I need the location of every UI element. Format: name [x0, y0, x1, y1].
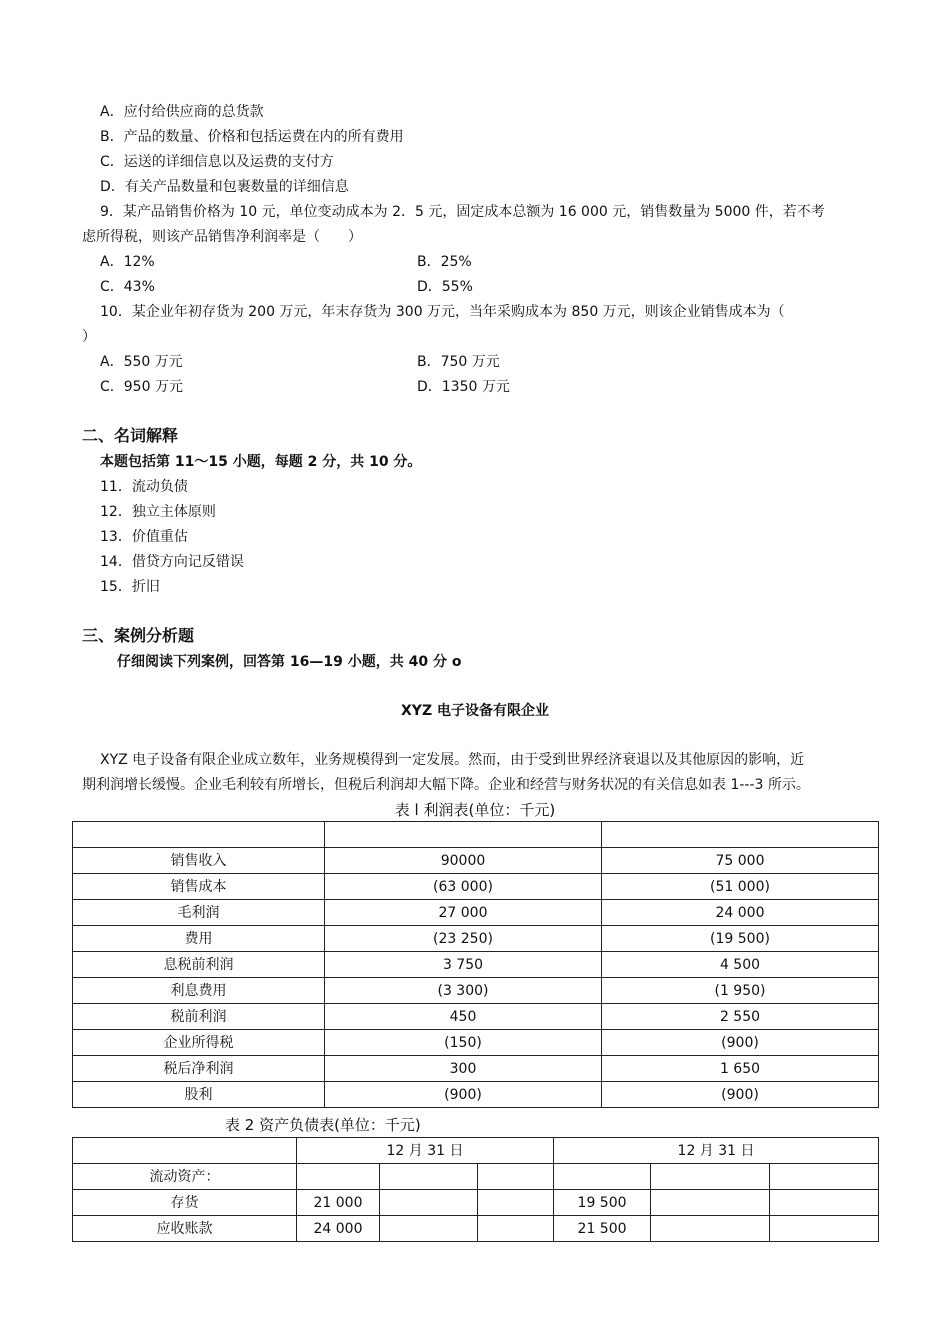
table-row: 流动资产： [73, 1164, 879, 1190]
q10-stem-line1: 10．某企业年初存货为 200 万元，年末存货为 300 万元，当年采购成本为 850 万元，则该企业销售成本为（ [100, 304, 785, 320]
table-row: 股利 (900) (900) [73, 1082, 879, 1108]
q10-option-d: D．1350 万元 [417, 379, 510, 395]
table-row: 税后净利润 300 1 650 [73, 1056, 879, 1082]
term-item: 14．借贷方向记反错误 [100, 554, 244, 570]
q10-option-a: A．550 万元 [100, 354, 183, 370]
q9-stem-line1: 9．某产品销售价格为 10 元，单位变动成本为 2．5 元，固定成本总额为 16 000 元，销售数量为 5000 件，若不考 [100, 204, 825, 220]
table-row: 息税前利润 3 750 4 500 [73, 952, 879, 978]
section2-title: 二、名词解释 [82, 426, 179, 445]
section2-instruction: 本题包括第 11～15 小题，每题 2 分，共 10 分。 [100, 454, 422, 470]
table-row: 毛利润 27 000 24 000 [73, 900, 879, 926]
income-statement-table [72, 821, 879, 1108]
table1-caption: 表 l 利润表(单位：千元) [394, 801, 556, 819]
term-item: 15．折旧 [100, 579, 160, 595]
q10-stem-line2: ） [82, 329, 96, 345]
table-row: 税前利润 450 2 550 [73, 1004, 879, 1030]
q8-option-d: D．有关产品数量和包裹数量的详细信息 [100, 179, 349, 195]
q9-option-b: B．25% [417, 254, 472, 270]
q8-option-c: C．运送的详细信息以及运费的支付方 [100, 154, 334, 170]
table-row: 销售收入 90000 75 000 [73, 848, 879, 874]
q9-option-a: A．12% [100, 254, 155, 270]
table-header-row [73, 1138, 879, 1164]
table-row: 应收账款 24 000 21 500 [73, 1216, 879, 1242]
table-header-row [73, 822, 879, 848]
term-item: 13．价值重估 [100, 529, 188, 545]
table-row: 存货 21 000 19 500 [73, 1190, 879, 1216]
table-row: 销售成本 (63 000) (51 000) [73, 874, 879, 900]
q9-option-d: D．55% [417, 279, 473, 295]
case-title: XYZ 电子设备有限企业 [401, 703, 549, 719]
date-header-right: 12 月 31 日 [554, 1138, 879, 1164]
case-paragraph-line2: 期利润增长缓慢。企业毛利较有所增长，但税后利润却大幅下降。企业和经营与财务状况的有关信息如表 1---3 所示。 [82, 777, 810, 793]
q9-option-c: C．43% [100, 279, 155, 295]
q9-stem-line2: 虑所得税，则该产品销售净利润率是（ ） [82, 229, 362, 245]
case-paragraph-line1: XYZ 电子设备有限企业成立数年，业务规模得到一定发展。然而，由于受到世界经济衰退以及其他原因的影响，近 [100, 752, 805, 768]
balance-sheet-table [72, 1137, 879, 1242]
table-row: 费用 (23 250) (19 500) [73, 926, 879, 952]
table-row: 企业所得税 (150) (900) [73, 1030, 879, 1056]
date-header-left: 12 月 31 日 [297, 1138, 554, 1164]
q8-option-b: B．产品的数量、价格和包括运费在内的所有费用 [100, 129, 404, 145]
section3-instruction: 仔细阅读下列案例，回答第 16—19 小题，共 40 分 o [117, 654, 462, 670]
q10-option-c: C．950 万元 [100, 379, 183, 395]
table2-caption: 表 2 资产负债表(单位：千元) [225, 1116, 421, 1134]
table-row: 利息费用 (3 300) (1 950) [73, 978, 879, 1004]
term-item: 12．独立主体原则 [100, 504, 216, 520]
q10-option-b: B．750 万元 [417, 354, 500, 370]
section3-title: 三、案例分析题 [82, 626, 195, 645]
q8-option-a: A．应付给供应商的总货款 [100, 104, 264, 120]
term-item: 11．流动负债 [100, 479, 188, 495]
